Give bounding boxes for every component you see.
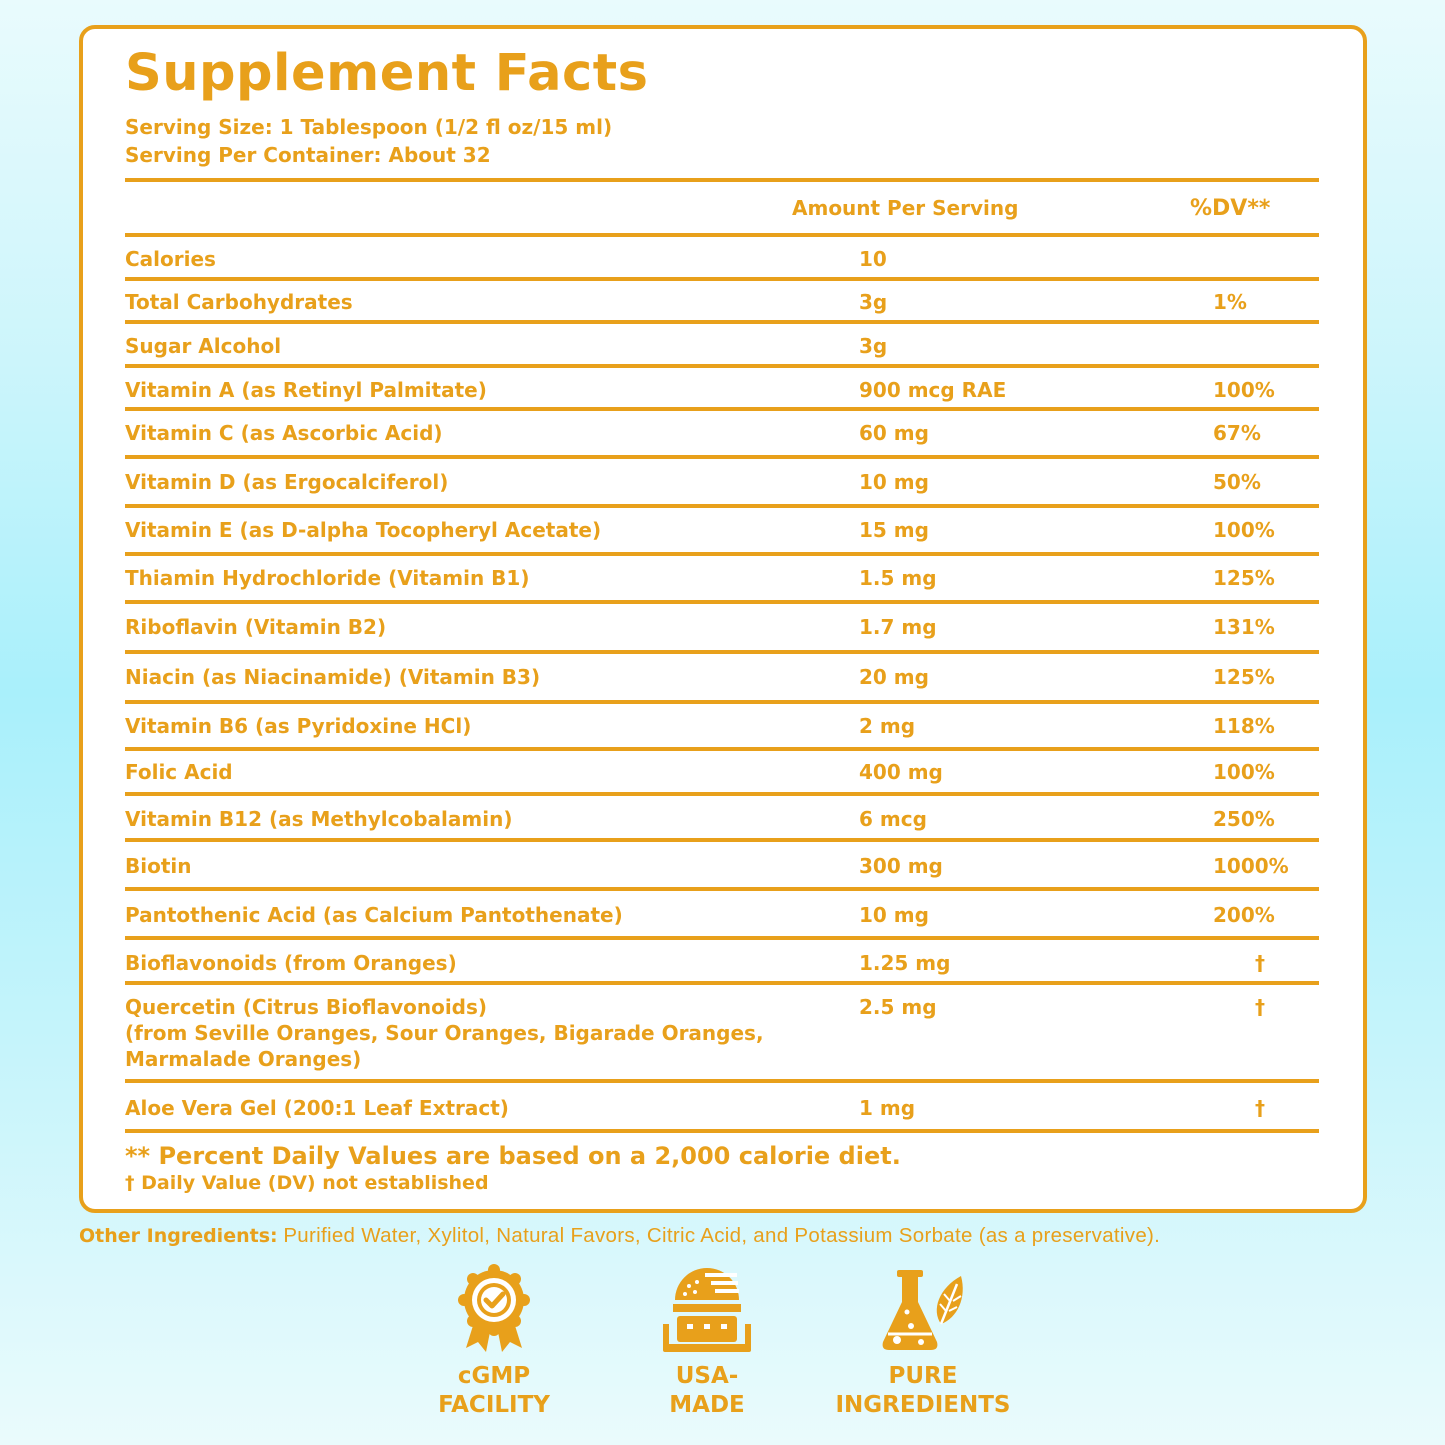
nutrient-name-line: Vitamin D (as Ergocalciferol) <box>125 470 449 494</box>
divider <box>125 504 1319 508</box>
nutrient-amount: 3g <box>859 334 888 358</box>
nutrient-amount: 1 mg <box>859 1096 916 1120</box>
nutrient-name <box>125 950 457 976</box>
nutrient-name-line: Folic Acid <box>125 760 233 784</box>
nutrient-name <box>125 377 487 403</box>
badge-pure-line1: PURE <box>888 1363 958 1389</box>
nutrient-name <box>125 759 233 785</box>
nutrient-name-line: Vitamin B12 (as Methylcobalamin) <box>125 807 513 831</box>
divider <box>125 178 1319 182</box>
dv-footnote: ** Percent Daily Values are based on a 2,000 calorie diet. <box>125 1142 901 1170</box>
nutrient-name-line: Marmalade Oranges) <box>125 1047 362 1071</box>
nutrient-dv: 1% <box>1213 290 1247 314</box>
divider <box>125 364 1319 368</box>
nutrient-amount: 300 mg <box>859 854 943 878</box>
amount-column-header: Amount Per Serving <box>792 196 1019 220</box>
divider <box>125 838 1319 842</box>
nutrient-name-line: Aloe Vera Gel (200:1 Leaf Extract) <box>125 1096 509 1120</box>
nutrient-name-line: Pantothenic Acid (as Calcium Pantothenate) <box>125 903 623 927</box>
nutrient-name-line: Riboflavin (Vitamin B2) <box>125 615 387 639</box>
divider <box>125 455 1319 459</box>
badge-usa-made <box>597 1264 817 1420</box>
divider <box>125 887 1319 891</box>
nutrient-dv: 250% <box>1213 807 1275 831</box>
nutrient-dv: 125% <box>1213 665 1275 689</box>
divider <box>125 552 1319 556</box>
badge-cgmp <box>384 1264 604 1420</box>
divider <box>125 936 1319 940</box>
nutrient-dv: 118% <box>1213 714 1275 738</box>
nutrient-amount: 900 mcg RAE <box>859 378 1007 402</box>
nutrient-amount: 15 mg <box>859 518 929 542</box>
nutrient-dv: 200% <box>1213 903 1275 927</box>
nutrient-amount: 10 <box>859 247 887 271</box>
nutrient-name <box>125 333 281 359</box>
nutrient-amount: 3g <box>859 290 888 314</box>
nutrient-name-line: Vitamin E (as D-alpha Tocopheryl Acetate) <box>125 518 602 542</box>
not-established-footnote: † Daily Value (DV) not established <box>125 1172 489 1194</box>
nutrient-amount: 400 mg <box>859 760 943 784</box>
nutrient-name <box>125 246 216 272</box>
nutrient-name-line: Vitamin A (as Retinyl Palmitate) <box>125 378 487 402</box>
divider <box>125 233 1319 237</box>
nutrient-dv: 125% <box>1213 566 1275 590</box>
divider <box>125 981 1319 985</box>
nutrient-amount: 10 mg <box>859 903 929 927</box>
serving-size: Serving Size: 1 Tablespoon (1/2 fl oz/15 ml) <box>125 115 613 139</box>
nutrient-dv: 100% <box>1213 378 1275 402</box>
nutrient-dv: 1000% <box>1213 854 1289 878</box>
nutrient-amount: 6 mcg <box>859 807 927 831</box>
nutrient-dv: 50% <box>1213 470 1261 494</box>
nutrient-name <box>125 994 764 1072</box>
nutrient-name-line: Thiamin Hydrochloride (Vitamin B1) <box>125 566 530 590</box>
divider <box>125 1129 1319 1133</box>
nutrient-amount: 60 mg <box>859 421 929 445</box>
divider <box>125 700 1319 704</box>
divider <box>125 320 1319 324</box>
flask-leaf-icon <box>877 1264 969 1356</box>
nutrient-name-line: (from Seville Oranges, Sour Oranges, Bigarade Oranges, <box>125 1021 764 1045</box>
nutrient-amount: 1.7 mg <box>859 615 937 639</box>
divider <box>125 600 1319 604</box>
nutrient-name-line: Niacin (as Niacinamide) (Vitamin B3) <box>125 665 541 689</box>
badge-cgmp-line1: cGMP <box>457 1363 531 1389</box>
nutrient-dv: 131% <box>1213 615 1275 639</box>
nutrient-name <box>125 420 443 446</box>
badge-usa-line1: USA- <box>675 1363 739 1389</box>
nutrient-amount: 2 mg <box>859 714 916 738</box>
nutrient-name-line: Vitamin B6 (as Pyridoxine HCl) <box>125 714 472 738</box>
badge-pure-ingredients <box>813 1264 1033 1420</box>
nutrient-amount: 20 mg <box>859 665 929 689</box>
page-title: Supplement Facts <box>125 44 649 103</box>
nutrient-dv: † <box>1255 1096 1265 1120</box>
nutrient-name <box>125 902 623 928</box>
divider <box>125 1079 1319 1083</box>
nutrient-name <box>125 517 601 543</box>
nutrient-name-line: Quercetin (Citrus Bioflavonoids) <box>125 995 488 1019</box>
nutrient-dv: † <box>1255 951 1265 975</box>
nutrient-name-line: Sugar Alcohol <box>125 334 282 358</box>
nutrient-name <box>125 853 192 879</box>
other-ingredients-text: Purified Water, Xylitol, Natural Favors, Citric Acid, and Potassium Sorbate (as a preservative). <box>283 1224 1161 1247</box>
other-ingredients <box>79 1224 1160 1248</box>
divider <box>125 407 1319 411</box>
certified-seal-icon <box>454 1264 534 1356</box>
badge-usa-line2: MADE <box>669 1392 745 1418</box>
nutrient-name-line: Vitamin C (as Ascorbic Acid) <box>125 421 443 445</box>
divider <box>125 650 1319 654</box>
nutrient-name <box>125 614 386 640</box>
nutrient-amount: 1.25 mg <box>859 951 951 975</box>
nutrient-name <box>125 469 448 495</box>
nutrient-name <box>125 565 529 591</box>
nutrient-name-line: Calories <box>125 247 216 271</box>
divider <box>125 792 1319 796</box>
nutrient-name <box>125 289 353 315</box>
badge-pure-line2: INGREDIENTS <box>835 1392 1011 1418</box>
nutrient-name <box>125 806 512 832</box>
nutrient-name <box>125 1095 509 1121</box>
nutrient-amount: 10 mg <box>859 470 929 494</box>
nutrient-name-line: Bioflavonoids (from Oranges) <box>125 951 457 975</box>
nutrient-dv: 100% <box>1213 518 1275 542</box>
divider <box>125 747 1319 751</box>
nutrient-name-line: Total Carbohydrates <box>125 290 353 314</box>
nutrient-name-line: Biotin <box>125 854 192 878</box>
nutrient-name <box>125 713 471 739</box>
nutrient-dv: 67% <box>1213 421 1261 445</box>
nutrient-amount: 2.5 mg <box>859 995 937 1019</box>
nutrient-dv: † <box>1255 995 1265 1019</box>
dv-column-header: %DV** <box>1190 196 1271 221</box>
other-ingredients-label: Other Ingredients: <box>79 1225 278 1247</box>
servings-per-container: Serving Per Container: About 32 <box>125 143 491 167</box>
nutrient-amount: 1.5 mg <box>859 566 937 590</box>
divider <box>125 277 1319 281</box>
badge-cgmp-line2: FACILITY <box>438 1392 550 1418</box>
nutrient-dv: 100% <box>1213 760 1275 784</box>
usa-capitol-icon <box>661 1264 753 1356</box>
nutrient-name <box>125 664 540 690</box>
